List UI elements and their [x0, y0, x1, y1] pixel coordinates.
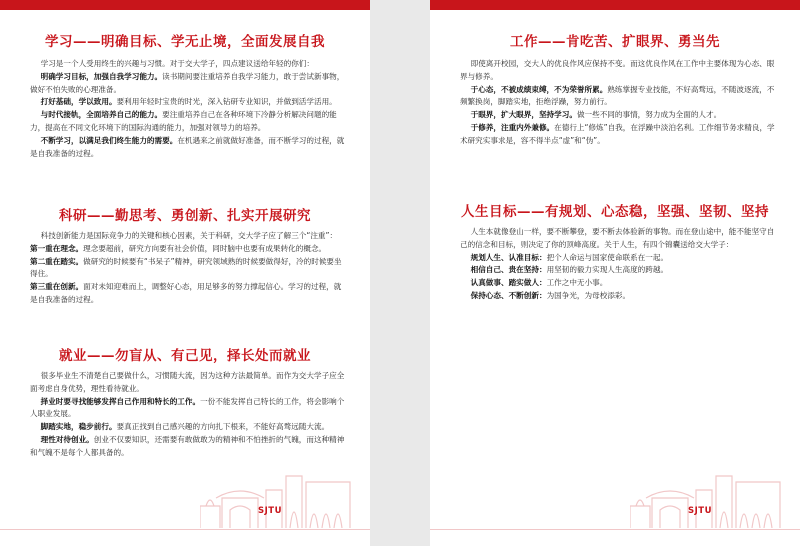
section-title-work: 工作——肯吃苦、扩眼界、勇当先	[510, 34, 720, 50]
study-item: 明确学习目标，加强自我学习能力。读书期间要注重培养自我学习能力，敢于尝试新事物，做好不怕失败的心理准备。	[30, 71, 345, 94]
study-item: 与时代接轨，全面培养自己的能力。要注重培养自己在各种环境下冷静分析解决问题的能力，提高在不同文化环境下的国际沟通的能力，加强对领导力的培养。	[30, 110, 337, 132]
section-body-life-goals	[460, 226, 778, 303]
top-accent-bar	[430, 0, 800, 10]
section-title-research: 科研——勤思考、勇创新、扎实开展研究	[59, 208, 311, 224]
research-item: 第三重在创新。面对未知迎难而上，调整好心态，用足够多的努力撑起信心。学习的过程，就是自我准备的过程。	[30, 282, 342, 304]
bottom-divider	[430, 529, 800, 530]
sjtu-logo-text: SJTU	[258, 506, 282, 516]
research-item: 第二重在踏实。做研究的时候要有“书呆子”精神，研究领域熟的时候要做得好，冷的时候要坐得住。	[30, 256, 342, 279]
top-accent-bar	[0, 0, 370, 10]
research-intro: 科技创新能力是国际竞争力的关键和核心因素，关于科研，交大学子应了解三个“注重”：	[40, 231, 338, 240]
right-page	[430, 0, 800, 546]
employment-item: 择业时要寻找能够发挥自己作用和特长的工作。一份不能发挥自己特长的工作，将会影响个人职业发展。	[30, 396, 345, 419]
section-body-work	[460, 58, 778, 148]
section-title-study: 学习——明确目标、学无止境，全面发展自我	[45, 34, 325, 50]
study-item: 不断学习，以满足我们终生能力的需要。在机遇来之前就做好准备，而不断学习的过程，就是自我准备的过程。	[30, 135, 345, 158]
employment-item: 脚踏实地，稳步前行。要真正找到自己感兴趣的方向扎下根来，不能好高骛远随大流。	[40, 422, 330, 432]
life-item: 相信自己、贵在坚持：用坚韧的毅力实现人生高度的跨越。	[470, 265, 669, 275]
research-item: 第一重在理念。理念要超前，研究方向要有社会价值，同时脑中也要有成果转化的概念。	[30, 243, 327, 253]
employment-item: 理性对待创业。创业不仅要知识，还需要有敢做敢为的精神和不怕挫折的气魄，而这种精神和气魄不是每个人都具备的。	[30, 434, 345, 457]
section-body-research	[30, 230, 348, 307]
study-item: 打好基础，学以致用。要利用年轻时宝贵的时光，深入钻研专业知识，并做到活学活用。	[40, 97, 337, 107]
section-body-study	[30, 58, 348, 160]
work-intro: 即使离开校园，交大人的优良作风应保持不变。而这优良作风在工作中主要体现为心态、眼界与修养。	[460, 59, 775, 81]
employment-intro: 很多毕业生不清楚自己要做什么，习惯随大流，因为这种方法最简单。而作为交大学子应全面考虑自身优势，理性看待就业。	[30, 371, 345, 393]
life-item: 保持心态、不断创新：为国争光，为母校添彩。	[470, 290, 631, 300]
left-page	[0, 0, 370, 546]
campus-skyline-illustration	[200, 466, 360, 528]
life-item: 规划人生、认准目标：把个人命运与国家使命联系在一起。	[470, 252, 669, 262]
work-item: 于修养，注重内外兼修。在德行上“修炼”自我，在浮躁中淡泊名利。工作细节务求精良，学术研究实事求是，容不得半点“虚”和“伪”。	[460, 122, 775, 145]
work-item: 于心态，不被成绩束缚，不为荣誉所累。熟练掌握专业技能，不好高骛远，不随波逐流，不频繁换岗，脚踏实地，拒绝浮躁，努力前行。	[460, 84, 775, 107]
work-item: 于眼界，扩大眼界，坚持学习。做一些不同的事情，努力成为全面的人才。	[470, 110, 722, 120]
life-item: 认真做事、踏实做人：工作之中无小事。	[470, 278, 608, 288]
study-intro: 学习是一个人受用终生的兴趣与习惯。对于交大学子，四点建议送给年轻的你们：	[40, 59, 314, 68]
sjtu-logo-text: SJTU	[688, 506, 712, 516]
section-title-life-goals: 人生目标——有规划、心态稳，坚强、坚韧、坚持	[461, 204, 769, 220]
bottom-divider	[0, 529, 370, 530]
section-title-employment: 就业——勿盲从、有己见，择长处而就业	[59, 348, 311, 364]
campus-skyline-illustration	[630, 466, 790, 528]
life-intro: 人生本就像登山一样，要不断攀登，要不断去体验新的事物。而在登山途中，能不能坚守自己的信念和目标，则决定了你的顶峰高度。关于人生，有四个锦囊送给交大学子：	[460, 227, 775, 249]
section-body-employment	[30, 370, 348, 460]
